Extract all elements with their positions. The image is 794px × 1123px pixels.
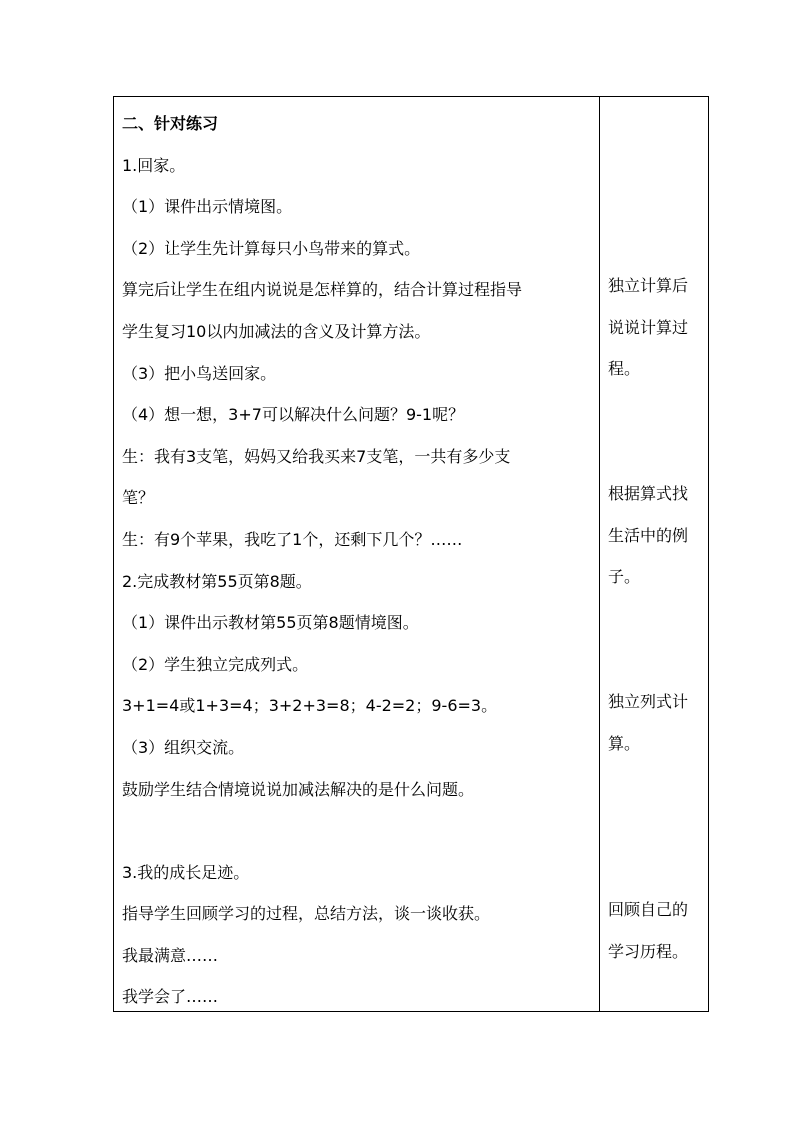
text-line: 笔？ — [122, 488, 155, 508]
text-line: 我最满意…… — [122, 945, 219, 965]
note-line: 子。 — [608, 567, 641, 587]
text-line: 生：我有3支笔，妈妈又给我买来7支笔，一共有多少支 — [122, 446, 511, 466]
text-line: 3+1=4或1+3=4；3+2+3=8；4-2=2；9-6=3。 — [122, 696, 498, 716]
note-line: 程。 — [608, 359, 641, 379]
notes-column — [608, 97, 704, 1011]
text-line: 指导学生回顾学习的过程，总结方法，谈一谈收获。 — [122, 904, 491, 924]
text-line: （1）课件出示教材第55页第8题情境图。 — [122, 613, 419, 633]
note-line: 独立列式计 — [608, 692, 689, 711]
text-line: 鼓励学生结合情境说说加减法解决的是什么问题。 — [122, 779, 475, 799]
note-line: 生活中的例 — [608, 525, 689, 545]
text-line: 1.回家。 — [122, 155, 186, 175]
text-line: （2）学生独立完成列式。 — [122, 654, 309, 674]
note-line: 独立计算后 — [608, 276, 689, 295]
section-heading: 二、针对练习 — [122, 114, 219, 133]
note-line: 根据算式找 — [608, 484, 689, 503]
text-line: 2.完成教材第55页第8题。 — [122, 571, 312, 591]
text-line: （1）课件出示情境图。 — [122, 197, 293, 217]
side-note — [608, 473, 704, 598]
column-divider — [599, 97, 600, 1011]
text-line: 生：有9个苹果，我吃了1个，还剩下几个？…… — [122, 529, 463, 549]
text-line: 学生复习10以内加减法的含义及计算方法。 — [122, 321, 431, 341]
note-line: 学习历程。 — [608, 941, 689, 961]
text-line: （3）组织交流。 — [122, 737, 245, 757]
lesson-table — [113, 96, 709, 1012]
text-line: 我学会了…… — [122, 987, 219, 1007]
text-line: （4）想一想，3+7可以解决什么问题？9-1呢？ — [122, 405, 465, 425]
blank-line — [122, 810, 592, 852]
note-line: 说说计算过 — [608, 317, 689, 337]
text-line: 3.我的成长足迹。 — [122, 862, 250, 882]
text-line: 算完后让学生在组内说说是怎样算的，结合计算过程指导 — [122, 280, 523, 300]
activity-column — [122, 103, 592, 1018]
note-line: 回顾自己的 — [608, 900, 689, 919]
side-note — [608, 889, 704, 972]
side-note — [608, 681, 704, 764]
side-note — [608, 265, 704, 390]
text-line: （3）把小鸟送回家。 — [122, 363, 277, 383]
text-line: （2）让学生先计算每只小鸟带来的算式。 — [122, 238, 421, 258]
note-line: 算。 — [608, 733, 641, 753]
